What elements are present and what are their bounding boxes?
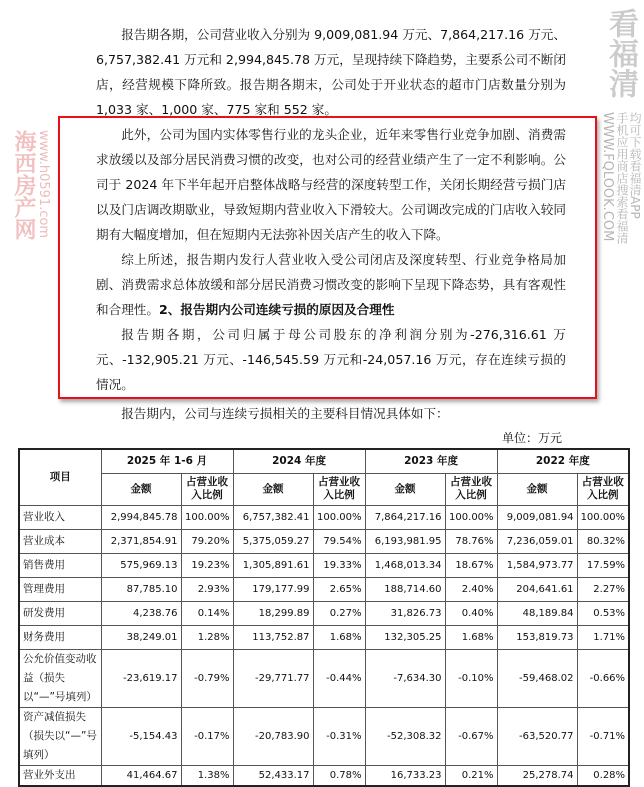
subheader-row bbox=[19, 473, 629, 505]
amount-cell: 6,193,981.95 bbox=[365, 529, 445, 553]
watermark-fqlook-note: 手机应用商店搜索看福清 bbox=[615, 112, 629, 244]
amount-cell: 16,733.23 bbox=[365, 765, 445, 786]
row-label: 营业成本 bbox=[19, 529, 101, 553]
amount-cell: 2,371,854.91 bbox=[101, 529, 181, 553]
period-header: 2022 年度 bbox=[497, 449, 629, 473]
table-row bbox=[19, 577, 629, 601]
ratio-cell: -0.44% bbox=[313, 649, 365, 707]
ratio-cell: -0.66% bbox=[577, 649, 629, 707]
financial-table bbox=[18, 448, 630, 787]
amount-cell: -23,619.17 bbox=[101, 649, 181, 707]
amount-cell: 31,826.73 bbox=[365, 601, 445, 625]
amount-cell: 1,584,973.77 bbox=[497, 553, 577, 577]
ratio-cell: 0.21% bbox=[445, 765, 497, 786]
period-header: 2023 年度 bbox=[365, 449, 497, 473]
amount-cell: 1,468,013.34 bbox=[365, 553, 445, 577]
section-heading: 2、报告期内公司连续亏损的原因及合理性 bbox=[158, 302, 395, 317]
paragraph-net-loss: 报告期各期，公司归属于母公司股东的净利润分别为-276,316.61 万元、-132,905.21 万元、-146,545.59 万元和-24,057.16 万元，存在连续亏损的情况。 bbox=[96, 327, 566, 392]
amount-cell: 9,009,081.94 bbox=[497, 505, 577, 529]
amount-cell: -52,308.32 bbox=[365, 707, 445, 765]
ratio-header: 占营业收入比例 bbox=[577, 473, 629, 505]
amount-cell: 41,464.67 bbox=[101, 765, 181, 786]
item-header: 项目 bbox=[19, 449, 101, 505]
amount-cell: 7,236,059.01 bbox=[497, 529, 577, 553]
ratio-cell: -0.79% bbox=[181, 649, 233, 707]
table-row bbox=[19, 505, 629, 529]
watermark-haixi-url: www.h0591.com bbox=[36, 130, 51, 239]
row-label: 公允价值变动收益（损失以“—”号填列） bbox=[19, 649, 101, 707]
amount-header: 金额 bbox=[365, 473, 445, 505]
amount-cell: 52,433.17 bbox=[233, 765, 313, 786]
ratio-cell: 2.65% bbox=[313, 577, 365, 601]
amount-header: 金额 bbox=[233, 473, 313, 505]
amount-cell: 6,757,382.41 bbox=[233, 505, 313, 529]
ratio-cell: 19.23% bbox=[181, 553, 233, 577]
ratio-cell: 0.14% bbox=[181, 601, 233, 625]
row-label: 研发费用 bbox=[19, 601, 101, 625]
ratio-cell: 1.71% bbox=[577, 625, 629, 649]
row-label: 营业收入 bbox=[19, 505, 101, 529]
amount-cell: 153,819.73 bbox=[497, 625, 577, 649]
paragraph-table-intro: 报告期内，公司与连续亏损相关的主要科目情况具体如下： bbox=[121, 406, 449, 421]
ratio-cell: 0.28% bbox=[577, 765, 629, 786]
ratio-cell: 0.78% bbox=[313, 765, 365, 786]
ratio-cell: 79.54% bbox=[313, 529, 365, 553]
table-row bbox=[19, 649, 629, 707]
amount-cell: 113,752.87 bbox=[233, 625, 313, 649]
amount-cell: 18,299.89 bbox=[233, 601, 313, 625]
ratio-cell: 1.68% bbox=[313, 625, 365, 649]
row-label: 资产减值损失（损失以“—”号填列） bbox=[19, 707, 101, 765]
amount-cell: 188,714.60 bbox=[365, 577, 445, 601]
amount-cell: 25,278.74 bbox=[497, 765, 577, 786]
ratio-cell: 2.27% bbox=[577, 577, 629, 601]
amount-cell: 1,305,891.61 bbox=[233, 553, 313, 577]
watermark-fqlook: 看福清 bbox=[603, 8, 638, 98]
amount-cell: -20,783.90 bbox=[233, 707, 313, 765]
row-label: 营业外支出 bbox=[19, 765, 101, 786]
watermark-fqlook-url: WWW.FQLOOK.COM bbox=[600, 112, 615, 242]
watermark-fqlook-note2: 均可下载看福清APP bbox=[628, 112, 642, 219]
amount-cell: 2,994,845.78 bbox=[101, 505, 181, 529]
ratio-cell: -0.17% bbox=[181, 707, 233, 765]
table-row bbox=[19, 765, 629, 786]
table-row bbox=[19, 625, 629, 649]
amount-cell: 38,249.01 bbox=[101, 625, 181, 649]
watermark-haixi: 海西房产网 bbox=[11, 130, 36, 240]
amount-cell: -7,634.30 bbox=[365, 649, 445, 707]
ratio-cell: -0.67% bbox=[445, 707, 497, 765]
amount-cell: -29,771.77 bbox=[233, 649, 313, 707]
ratio-cell: 100.00% bbox=[577, 505, 629, 529]
amount-cell: -5,154.43 bbox=[101, 707, 181, 765]
ratio-cell: 79.20% bbox=[181, 529, 233, 553]
ratio-cell: 0.40% bbox=[445, 601, 497, 625]
paragraph-revenue: 报告期各期，公司营业收入分别为 9,009,081.94 万元、7,864,217.16 万元、6,757,382.41 万元和 2,994,845.78 万元，呈现持续下降趋势，主要系公司不断闭店，经营规模下降所致。报告期各期末，公司处于开业状态的超市门店数量分别为 1,033 家、1,000 家、775 家和 552 家。 bbox=[96, 27, 566, 117]
amount-header: 金额 bbox=[101, 473, 181, 505]
amount-header: 金额 bbox=[497, 473, 577, 505]
ratio-header: 占营业收入比例 bbox=[445, 473, 497, 505]
ratio-cell: 0.27% bbox=[313, 601, 365, 625]
amount-cell: 48,189.84 bbox=[497, 601, 577, 625]
amount-cell: 5,375,059.27 bbox=[233, 529, 313, 553]
ratio-cell: 19.33% bbox=[313, 553, 365, 577]
ratio-cell: 0.53% bbox=[577, 601, 629, 625]
amount-cell: -59,468.02 bbox=[497, 649, 577, 707]
amount-cell: 575,969.13 bbox=[101, 553, 181, 577]
paragraph-industry: 此外，公司为国内实体零售行业的龙头企业，近年来零售行业竞争加剧、消费需求放缓以及部分居民消费习惯的改变，也对公司的经营业绩产生了一定不利影响。公司于 2024 年下半年起开启整体战略与经营的深度转型工作，关闭长期经营亏损门店以及门店调改期歇业，导致短期内营业收入下滑较大。公司调改完成的门店收入较同期有大幅度增加，但在短期内无法弥补因关店产生的收入下降。 bbox=[96, 127, 566, 242]
ratio-cell: 100.00% bbox=[445, 505, 497, 529]
row-label: 财务费用 bbox=[19, 625, 101, 649]
amount-cell: -63,520.77 bbox=[497, 707, 577, 765]
paragraph-summary bbox=[96, 247, 566, 322]
ratio-cell: 17.59% bbox=[577, 553, 629, 577]
table-row bbox=[19, 601, 629, 625]
ratio-header: 占营业收入比例 bbox=[181, 473, 233, 505]
table-row bbox=[19, 553, 629, 577]
table-row bbox=[19, 707, 629, 765]
ratio-cell: -0.71% bbox=[577, 707, 629, 765]
ratio-cell: 100.00% bbox=[313, 505, 365, 529]
summary-text: 综上所述，报告期内发行人营业收入受公司闭店及深度转型、行业竞争格局加剧、消费需求总体放缓和部分居民消费习惯改变的影响下呈现下降态势，具有客观性和合理性。 bbox=[96, 252, 566, 317]
ratio-cell: 1.38% bbox=[181, 765, 233, 786]
ratio-cell: 80.32% bbox=[577, 529, 629, 553]
ratio-cell: 2.40% bbox=[445, 577, 497, 601]
unit-label: 单位：万元 bbox=[501, 431, 562, 445]
ratio-header: 占营业收入比例 bbox=[313, 473, 365, 505]
ratio-cell: 2.93% bbox=[181, 577, 233, 601]
table-row bbox=[19, 529, 629, 553]
ratio-cell: 78.76% bbox=[445, 529, 497, 553]
ratio-cell: 1.68% bbox=[445, 625, 497, 649]
ratio-cell: 18.67% bbox=[445, 553, 497, 577]
amount-cell: 7,864,217.16 bbox=[365, 505, 445, 529]
row-label: 销售费用 bbox=[19, 553, 101, 577]
ratio-cell: 100.00% bbox=[181, 505, 233, 529]
amount-cell: 179,177.99 bbox=[233, 577, 313, 601]
amount-cell: 204,641.61 bbox=[497, 577, 577, 601]
row-label: 管理费用 bbox=[19, 577, 101, 601]
amount-cell: 4,238.76 bbox=[101, 601, 181, 625]
ratio-cell: -0.10% bbox=[445, 649, 497, 707]
period-header: 2025 年 1-6 月 bbox=[101, 449, 233, 473]
ratio-cell: -0.31% bbox=[313, 707, 365, 765]
amount-cell: 132,305.25 bbox=[365, 625, 445, 649]
period-header: 2024 年度 bbox=[233, 449, 365, 473]
highlight-box bbox=[58, 116, 597, 399]
document-body bbox=[0, 22, 640, 787]
ratio-cell: 1.28% bbox=[181, 625, 233, 649]
amount-cell: 87,785.10 bbox=[101, 577, 181, 601]
